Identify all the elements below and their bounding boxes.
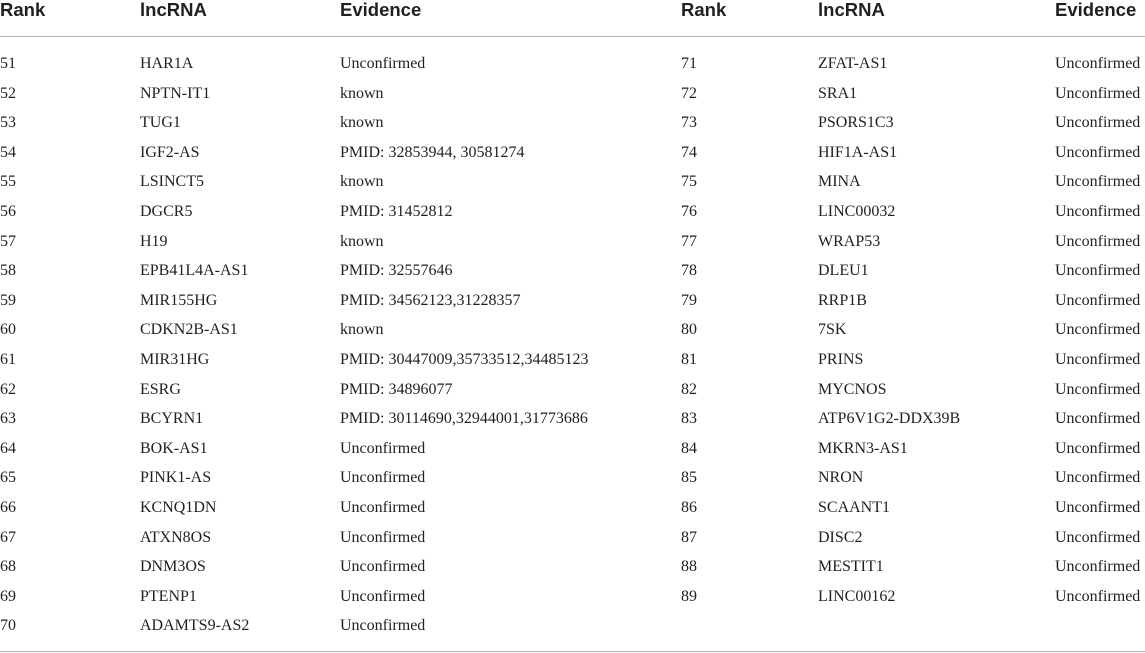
lncrna-cell: ADAMTS9-AS2 <box>140 617 250 635</box>
table-row <box>0 287 1145 317</box>
lncrna-cell: DISC2 <box>818 528 863 546</box>
table-row <box>0 376 1145 406</box>
rank-cell: 57 <box>0 232 16 250</box>
evidence-cell: Unconfirmed <box>1055 587 1141 605</box>
rank-cell: 77 <box>681 232 697 250</box>
rank-cell: 73 <box>681 114 697 132</box>
lncrna-cell: SCAANT1 <box>818 499 891 516</box>
lncrna-cell: NRON <box>818 469 864 487</box>
table-row <box>0 168 1145 198</box>
rank-cell: 66 <box>0 499 16 516</box>
lncrna-cell: MIR31HG <box>140 351 210 368</box>
rank-cell: 62 <box>0 380 16 398</box>
table-row <box>0 109 1145 139</box>
table-row <box>0 228 1145 258</box>
header-rank-left: Rank <box>0 0 46 20</box>
table-row <box>0 494 1145 524</box>
lncrna-cell: ESRG <box>140 380 181 398</box>
rank-cell: 87 <box>681 528 697 546</box>
rank-cell: 76 <box>681 203 697 220</box>
table-row <box>0 464 1145 494</box>
evidence-cell: Unconfirmed <box>1055 232 1141 250</box>
lncrna-cell: BCYRN1 <box>140 410 204 428</box>
rank-cell: 72 <box>681 84 697 102</box>
lncrna-cell: HAR1A <box>140 55 194 72</box>
table-row <box>0 257 1145 287</box>
rank-cell: 71 <box>681 55 697 72</box>
evidence-cell: PMID: 34896077 <box>340 380 453 398</box>
evidence-cell: Unconfirmed <box>1055 173 1141 191</box>
rank-cell: 54 <box>0 143 16 161</box>
rank-cell: 85 <box>681 469 697 487</box>
rank-cell: 59 <box>0 291 16 309</box>
rank-cell: 65 <box>0 469 16 487</box>
evidence-cell: known <box>340 114 384 132</box>
lncrna-cell: DNM3OS <box>140 558 206 576</box>
rank-cell: 56 <box>0 203 16 220</box>
lncrna-cell: LSINCT5 <box>140 173 204 191</box>
evidence-cell: PMID: 31452812 <box>340 203 453 220</box>
table-row <box>0 346 1145 376</box>
evidence-cell: PMID: 30114690,32944001,31773686 <box>340 410 588 428</box>
lncrna-cell: IGF2-AS <box>140 143 200 161</box>
rank-cell: 82 <box>681 380 697 398</box>
rank-cell: 63 <box>0 410 16 428</box>
evidence-cell: known <box>340 321 384 339</box>
evidence-cell: Unconfirmed <box>340 469 426 487</box>
rank-cell: 75 <box>681 173 697 191</box>
rank-cell: 79 <box>681 291 697 309</box>
rank-cell: 78 <box>681 262 697 280</box>
rank-cell: 83 <box>681 410 697 428</box>
lncrna-cell: BOK-AS1 <box>140 439 208 457</box>
lncrna-cell: WRAP53 <box>818 232 881 250</box>
lncrna-cell: EPB41L4A-AS1 <box>140 262 249 280</box>
lncrna-cell: MYCNOS <box>818 380 887 398</box>
rank-cell: 80 <box>681 321 697 339</box>
rank-cell: 64 <box>0 439 16 457</box>
table-row <box>0 524 1145 554</box>
evidence-cell: Unconfirmed <box>1055 291 1141 309</box>
lncrna-cell: DGCR5 <box>140 203 193 220</box>
evidence-cell: Unconfirmed <box>1055 55 1141 72</box>
lncrna-cell: LINC00032 <box>818 203 896 220</box>
evidence-cell: Unconfirmed <box>1055 114 1141 132</box>
lncrna-cell: ATXN8OS <box>140 528 212 546</box>
header-divider <box>0 36 1145 37</box>
table-bottom-rule <box>0 651 1145 652</box>
table-row <box>0 612 1145 642</box>
evidence-cell: Unconfirmed <box>1055 380 1141 398</box>
lncrna-cell: MESTIT1 <box>818 558 884 576</box>
lncrna-cell: ATP6V1G2-DDX39B <box>818 410 961 428</box>
table-row <box>0 435 1145 465</box>
evidence-cell: Unconfirmed <box>1055 143 1141 161</box>
lncrna-cell: RRP1B <box>818 291 867 309</box>
rank-cell: 61 <box>0 351 16 368</box>
evidence-cell: Unconfirmed <box>1055 499 1141 516</box>
rank-cell: 51 <box>0 55 16 72</box>
rank-cell: 60 <box>0 321 16 339</box>
rank-cell: 88 <box>681 558 697 576</box>
evidence-cell: known <box>340 232 384 250</box>
header-rank-right: Rank <box>681 0 727 20</box>
evidence-cell: Unconfirmed <box>1055 321 1141 339</box>
header-evidence-left: Evidence <box>340 0 422 20</box>
lncrna-cell: PINK1-AS <box>140 469 212 487</box>
evidence-cell: Unconfirmed <box>340 528 426 546</box>
header-lncrna-right: lncRNA <box>818 0 885 20</box>
rank-cell: 67 <box>0 528 16 546</box>
evidence-cell: Unconfirmed <box>340 55 426 72</box>
table-row <box>0 198 1145 228</box>
rank-cell: 70 <box>0 617 16 635</box>
lncrna-cell: 7SK <box>818 321 847 339</box>
rank-cell: 86 <box>681 499 697 516</box>
evidence-cell: PMID: 30447009,35733512,34485123 <box>340 351 589 368</box>
evidence-cell: Unconfirmed <box>1055 410 1141 428</box>
rank-cell: 55 <box>0 173 16 191</box>
lncrna-cell: ZFAT-AS1 <box>818 55 888 72</box>
header-lncrna-left: lncRNA <box>140 0 207 20</box>
rank-cell: 58 <box>0 262 16 280</box>
header-evidence-right: Evidence <box>1055 0 1137 20</box>
lncrna-cell: PRINS <box>818 351 864 368</box>
evidence-cell: Unconfirmed <box>340 499 426 516</box>
table-row <box>0 405 1145 435</box>
evidence-cell: Unconfirmed <box>340 439 426 457</box>
lncrna-cell: LINC00162 <box>818 587 896 605</box>
rank-cell: 52 <box>0 84 16 102</box>
lncrna-cell: SRA1 <box>818 84 858 102</box>
evidence-cell: PMID: 32853944, 30581274 <box>340 143 525 161</box>
rank-cell: 68 <box>0 558 16 576</box>
table-row <box>0 316 1145 346</box>
table-row <box>0 80 1145 110</box>
rank-cell: 53 <box>0 114 16 132</box>
evidence-cell: Unconfirmed <box>1055 84 1141 102</box>
rank-cell: 81 <box>681 351 697 368</box>
evidence-cell: Unconfirmed <box>340 587 426 605</box>
rank-cell: 84 <box>681 439 697 457</box>
rank-cell: 69 <box>0 587 16 605</box>
evidence-cell: known <box>340 84 384 102</box>
evidence-cell: Unconfirmed <box>1055 558 1141 576</box>
evidence-cell: Unconfirmed <box>1055 528 1141 546</box>
table-row <box>0 139 1145 169</box>
lncrna-cell: HIF1A-AS1 <box>818 143 898 161</box>
lncrna-cell: KCNQ1DN <box>140 499 217 516</box>
evidence-cell: Unconfirmed <box>1055 351 1141 368</box>
evidence-cell: known <box>340 173 384 191</box>
evidence-cell: Unconfirmed <box>1055 469 1141 487</box>
lncrna-cell: MIR155HG <box>140 291 218 309</box>
evidence-cell: PMID: 34562123,31228357 <box>340 291 521 309</box>
lncrna-cell: NPTN-IT1 <box>140 84 211 102</box>
evidence-cell: Unconfirmed <box>340 558 426 576</box>
table-row <box>0 50 1145 80</box>
lncrna-cell: H19 <box>140 232 168 250</box>
table-header <box>0 0 1145 36</box>
evidence-cell: PMID: 32557646 <box>340 262 453 280</box>
table-row <box>0 583 1145 613</box>
lncrna-cell: PTENP1 <box>140 587 197 605</box>
evidence-cell: Unconfirmed <box>340 617 426 635</box>
lncrna-cell: MINA <box>818 173 861 191</box>
table-row <box>0 553 1145 583</box>
evidence-cell: Unconfirmed <box>1055 262 1141 280</box>
lncrna-cell: CDKN2B-AS1 <box>140 321 238 339</box>
rank-cell: 89 <box>681 587 697 605</box>
evidence-cell: Unconfirmed <box>1055 203 1141 220</box>
evidence-cell: Unconfirmed <box>1055 439 1141 457</box>
rank-cell: 74 <box>681 143 697 161</box>
lncrna-cell: DLEU1 <box>818 262 869 280</box>
lncrna-cell: MKRN3-AS1 <box>818 439 908 457</box>
lncrna-cell: PSORS1C3 <box>818 114 894 132</box>
lncrna-cell: TUG1 <box>140 114 181 132</box>
